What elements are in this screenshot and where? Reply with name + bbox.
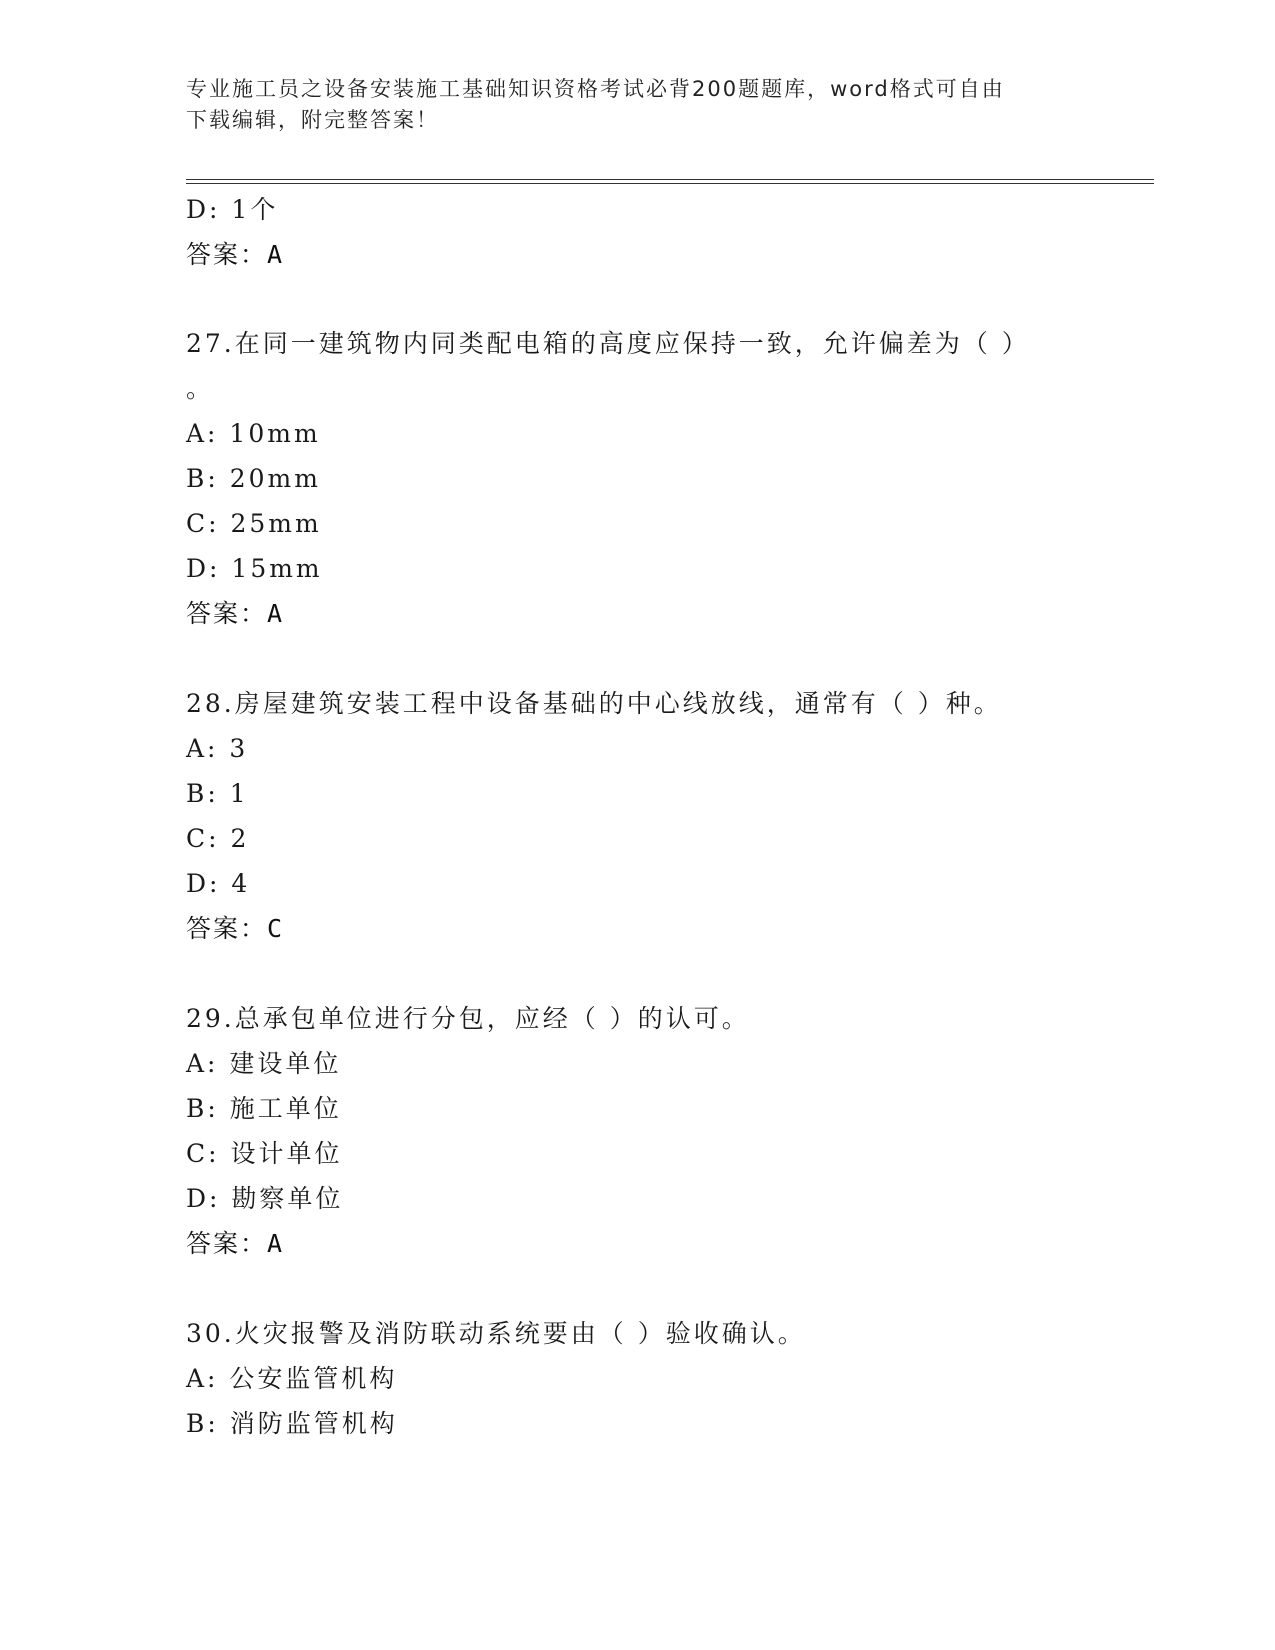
question-30-option-b: B: 消防监管机构 [186,1409,398,1438]
question-29-option-c: C: 设计单位 [186,1139,343,1168]
question-28-option-c: C: 2 [186,824,250,853]
answer-value: A [267,240,283,269]
question-29-option-d: D: 勘察单位 [186,1184,344,1213]
question-27-option-b: B: 20mm [186,464,321,493]
answer-value: C [267,914,283,943]
prev-option-d: D: 1个 [186,195,279,224]
question-27-stem: 27.在同一建筑物内同类配电箱的高度应保持一致，允许偏差为（ ） [186,329,1030,358]
answer-label: 答案： [186,240,268,269]
header-divider-top [186,179,1154,180]
answer-value: A [267,1229,283,1258]
question-27-option-a: A: 10mm [186,419,321,448]
question-27-option-d: D: 15mm [186,554,323,583]
header-line-1: 专业施工员之设备安装施工基础知识资格考试必背200题题库，word格式可自由 [186,77,1005,101]
question-27-answer [186,597,282,631]
question-28-stem: 28.房屋建筑安装工程中设备基础的中心线放线，通常有（ ）种。 [186,689,1002,718]
question-28-answer [186,912,282,946]
prev-answer [186,238,282,272]
question-29-option-b: B: 施工单位 [186,1094,342,1123]
question-29-stem: 29.总承包单位进行分包，应经（ ）的认可。 [186,1004,750,1033]
header-divider-bottom [186,183,1154,184]
question-29-answer [186,1227,282,1261]
question-29-option-a: A: 建设单位 [186,1049,342,1078]
answer-label: 答案： [186,599,268,628]
question-28-option-b: B: 1 [186,779,249,808]
answer-label: 答案： [186,914,268,943]
header-line-2: 下载编辑，附完整答案！ [186,108,439,132]
question-30-option-a: A: 公安监管机构 [186,1364,398,1393]
question-30-stem: 30.火灾报警及消防联动系统要由（ ）验收确认。 [186,1319,806,1348]
answer-value: A [267,599,283,628]
question-27-stem-cont: 。 [186,374,215,403]
answer-label: 答案： [186,1229,268,1258]
question-28-option-d: D: 4 [186,869,251,898]
question-28-option-a: A: 3 [186,734,249,763]
document-header [186,74,1086,136]
question-27-option-c: C: 25mm [186,509,322,538]
